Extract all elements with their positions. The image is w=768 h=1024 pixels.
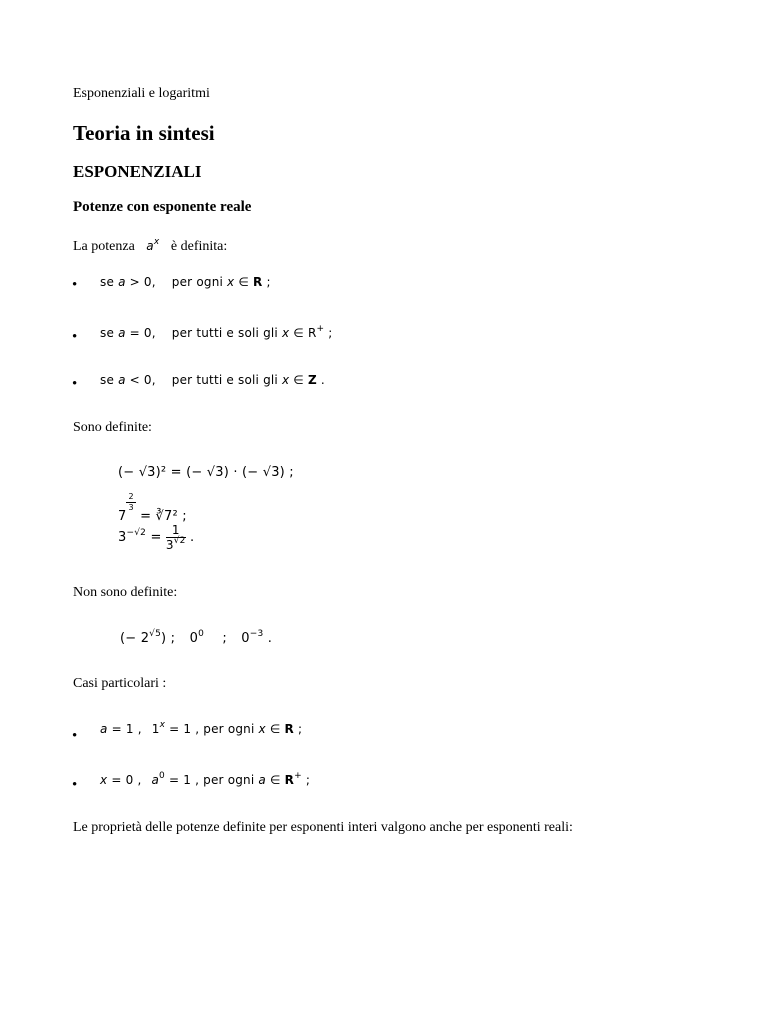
definition-item: se a > 0, per ogni x ∈ R ; — [100, 275, 271, 289]
defined-example-1: (− √3)² = (− √3) · (− √3) ; — [118, 465, 294, 480]
document-header: Esponenziali e logaritmi — [73, 86, 210, 101]
intro-line — [73, 239, 227, 255]
page-title: Teoria in sintesi — [73, 121, 215, 145]
defined-label: Sono definite: — [73, 420, 152, 435]
subsection-heading: Potenze con esponente reale — [73, 199, 252, 215]
special-case-item: x = 0 , $a^0 = 1$ , per ogni a ∈ R+ ; — [100, 771, 311, 787]
bullet-icon: • — [72, 376, 78, 392]
intro-exponent: x — [153, 237, 160, 247]
special-cases-label: Casi particolari : — [73, 676, 167, 691]
defined-example-3: $3^{-√2}$ = $\frac{1}{3^{√2}}$ . — [118, 523, 195, 552]
intro-after: è definita: — [170, 239, 228, 254]
intro-base: a — [146, 239, 154, 253]
definition-item: se a < 0, per tutti e soli gli x ∈ Z . — [100, 373, 325, 387]
closing-paragraph: Le proprietà delle potenze definite per esponenti interi valgono anche per esponenti reali: — [73, 820, 573, 835]
bullet-icon: • — [72, 728, 78, 744]
definition-item: se a = 0, per tutti e soli gli x ∈ R+ ; — [100, 324, 333, 340]
not-defined-label: Non sono definite: — [73, 585, 178, 600]
section-heading: ESPONENZIALI — [73, 162, 202, 181]
bullet-icon: • — [72, 277, 78, 293]
bullet-icon: • — [72, 777, 78, 793]
not-defined-examples: (− $2^{√5}$) ; $0^0$ ; $0^{-3}$ . — [120, 629, 273, 646]
defined-example-2: 7 $\frac{2}{3}$ = ∛7² ; — [118, 492, 187, 524]
intro-before: La potenza — [73, 239, 135, 254]
bullet-icon: • — [72, 329, 78, 345]
special-case-item: a = 1 , $1^x = 1$ , per ogni x ∈ R ; — [100, 720, 303, 736]
intro-power — [146, 239, 159, 253]
